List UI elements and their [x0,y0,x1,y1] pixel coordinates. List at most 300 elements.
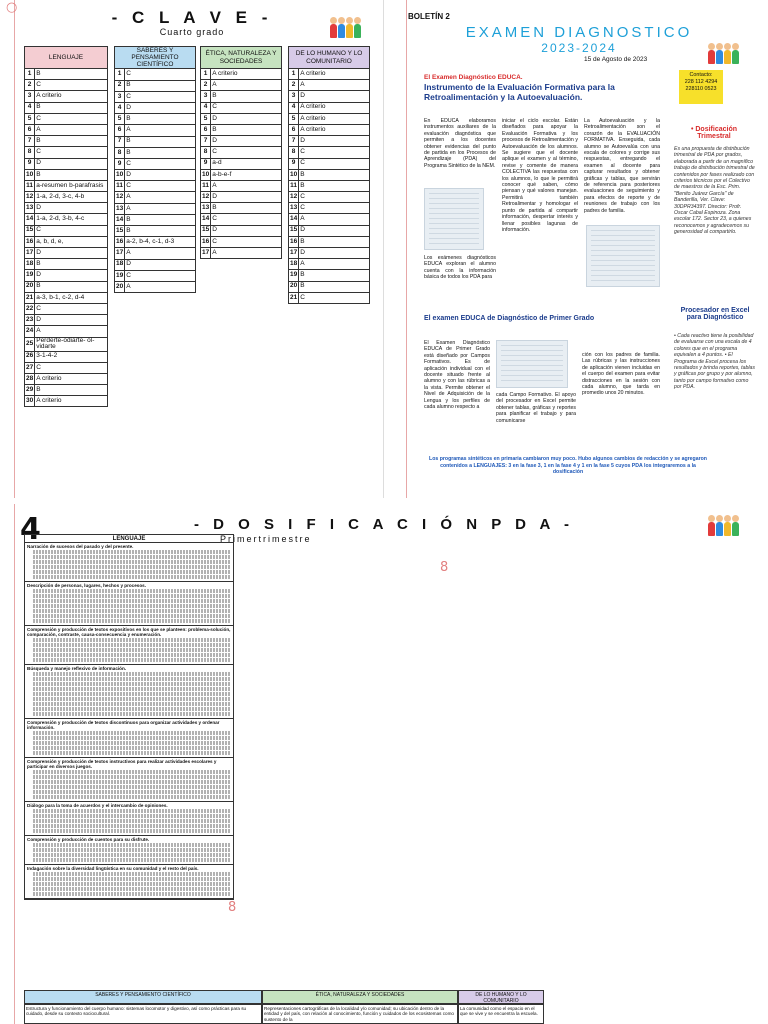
pda-item-checkbox-line [33,848,231,852]
answer-value: A criterio [35,396,108,407]
answer-value: B [35,136,108,147]
answer-value: B [211,203,282,214]
answer-row [289,214,370,225]
pda-item-checkbox-line [33,697,231,701]
question-number: 13 [25,203,35,214]
answer-value: A [35,124,108,135]
pda-section-title: Descripción de personas, lugares, hechos y procesos. [27,583,146,588]
pda-item-checkbox-line [33,589,231,593]
pda-item-checkbox-line [33,731,231,735]
answer-row [201,91,282,102]
answer-row [115,281,196,292]
pda-item-checkbox-line [33,887,231,891]
question-number: 9 [115,158,125,169]
answer-row [25,292,108,303]
dosificacion-page [0,504,768,1024]
pda-section-title: Diálogo para la toma de acuerdos y el intercambio de opiniones. [27,803,168,808]
answer-value: 3-1-4-2 [35,351,108,362]
answer-value: C [299,292,370,303]
answer-row [289,69,370,80]
answer-value: 1-a, 2-d, 3-c, 4-b [35,192,108,203]
question-number: 4 [201,102,211,113]
answer-value: C [125,270,196,281]
answer-value: a-3, b-1, c-2, d-4 [35,292,108,303]
answer-row [115,203,196,214]
pda-item-checkbox-line [33,770,231,774]
question-number: 27 [25,362,35,373]
answer-row [201,248,282,259]
answer-value: A criterio [35,373,108,384]
answer-row [289,147,370,158]
lenguaje-pda-column [24,534,234,900]
answer-row [25,214,108,225]
humano-bottom-header: DE LO HUMANO Y LO COMUNITARIO [458,990,544,1004]
question-number: 21 [25,292,35,303]
answer-value: C [35,147,108,158]
answer-row [201,113,282,124]
pda-item-checkbox-line [33,858,231,862]
question-number: 15 [25,225,35,236]
question-number: 6 [25,124,35,135]
pda-section-title: Indagación sobre la diversidad lingüística en su comunidad y el resto del país. [27,866,199,871]
answer-row [25,147,108,158]
pda-item-checkbox-line [33,785,231,789]
answer-row [25,326,108,337]
answer-row [25,351,108,362]
pda-item-checkbox-line [33,609,231,613]
etica-answer-table [200,46,282,259]
pda-item-checkbox-line [33,780,231,784]
question-number: 10 [25,169,35,180]
answer-row [115,136,196,147]
answer-value: D [35,315,108,326]
pda-section [25,836,233,865]
answer-row [201,225,282,236]
answer-value: B [299,169,370,180]
question-number: 11 [201,180,211,191]
question-number: 10 [115,170,125,181]
question-number: 3 [201,91,211,102]
question-number: 10 [201,169,211,180]
answer-value: C [299,192,370,203]
question-number: 28 [25,373,35,384]
pda-item-checkbox-line [33,872,231,876]
pda-item-checkbox-line [33,790,231,794]
answer-row [25,124,108,135]
main-headline [424,74,674,102]
pda-item-checkbox-line [33,843,231,847]
side-text-procesador: • Cada reactivo tiene la posibilidad de evaluarse con una escala de 4 colores que en el programa equivalen a 4 puntos. • El Programa de Excel procesa los resultados y brinda reportes, tablas y gráficas por grupo y por alumno, tanto por campo formativo como por PDA. [674,333,756,391]
pda-item-checkbox-line [33,882,231,886]
answer-row [289,91,370,102]
answer-value: A [211,80,282,91]
question-number: 9 [201,158,211,169]
question-number: 20 [289,281,299,292]
saberes-answer-table [114,46,196,293]
question-number: 15 [289,225,299,236]
answer-value: C [35,362,108,373]
question-number: 8 [25,147,35,158]
answer-value: D [299,136,370,147]
pda-item-checkbox-line [33,594,231,598]
color-scale-image [586,225,660,287]
question-number: 15 [201,225,211,236]
answer-value: C [125,158,196,169]
question-number: 11 [289,180,299,191]
answer-value: A criterio [299,102,370,113]
bulletin-year: 2023-2024 [541,41,617,55]
answer-row [25,113,108,124]
question-number: 14 [201,214,211,225]
answer-value: B [35,385,108,396]
pda-item-checkbox-line [33,687,231,691]
answer-row [25,80,108,91]
answer-row [25,281,108,292]
answer-row [201,236,282,247]
question-number: 18 [289,259,299,270]
answer-row [115,147,196,158]
question-number: 18 [115,259,125,270]
answer-value: B [35,281,108,292]
answer-row [25,203,108,214]
answer-row [289,292,370,303]
answer-row [25,102,108,113]
question-number: 17 [201,248,211,259]
bulletin-footer-note: Los programas sintéticos en primaria cambiaron muy poco. Hubo algunos cambios de redacción y se agregaron contenidos a LENGUAJES: 3 en la fase 3, 1 en la fase 4 y 1 en la fase 5 cuyos PDA los integraremos a la dosificación [429,456,707,475]
answer-row [25,337,108,351]
pda-item-checkbox-line [33,619,231,623]
saberes-bottom-text: Estructura y funcionamiento del cuerpo humano: sistemas locomotor y digestivo, así como prácticas para su cuidado, desde su contexto sociocultural. [24,1004,262,1024]
pda-item-checkbox-line [33,677,231,681]
article-column-1b: Los exámenes diagnósticos EDUCA exploran el alumno cuenta con la información básica de todos los PDA para [424,255,496,281]
answer-row [25,69,108,80]
children-logo-icon [328,12,364,38]
answer-value: B [299,180,370,191]
answer-key-page [0,0,384,498]
answer-row [201,169,282,180]
answer-row [25,303,108,314]
bulletin-title: EXAMEN DIAGNOSTICO [465,24,693,41]
answer-value: D [125,259,196,270]
article-column-3: La Autoevaluación y la Retroalimentación son el corazón de la EVALUACIÓN FORMATIVA. Enseguida, cada alumno se Autoevalúa con una escala de colores y corrige sus respuestas, entregando el examen al docente para capturar resultados y obtener gráficas y tablas, que servirán de referencia para posteriores evaluaciones de seguimiento y para efectos de reporte y de reuniones de trabajo con los padres de familia. [584,118,660,214]
pda-section-title: Comprensión y producción de cuentos para su disfrute. [27,837,150,842]
pda-item-checkbox-line [33,692,231,696]
question-number: 17 [289,248,299,259]
pda-item-checkbox-line [33,712,231,716]
answer-row [115,237,196,248]
pda-section [25,865,233,899]
answer-row [289,124,370,135]
question-number: 16 [115,237,125,248]
question-number: 13 [115,203,125,214]
answer-row [115,170,196,181]
answer-row [25,362,108,373]
side-title-dosificacion: • Dosificación Trimestral [690,126,738,140]
question-number: 12 [289,192,299,203]
answer-row [289,281,370,292]
question-number: 2 [201,80,211,91]
pda-item-checkbox-line [33,829,231,833]
answer-row [201,180,282,191]
answer-row [25,248,108,259]
pda-item-checkbox-line [33,814,231,818]
answer-value: B [299,270,370,281]
answer-value: Perderte-odiarte- ol-vidarte [35,337,108,351]
humano-answer-table [288,46,370,304]
answer-value: C [125,69,196,80]
pda-item-checkbox-line [33,575,231,579]
question-number: 9 [289,158,299,169]
answer-value: B [211,124,282,135]
answer-row [25,169,108,180]
question-number: 4 [25,102,35,113]
first-grade-exam-image [496,340,568,388]
etica-bottom-header: ÉTICA, NATURALEZA Y SOCIEDADES [262,990,458,1004]
pda-section-title: Comprensión y producción de textos expositivos en los que se planteen: problema-solución, comparación, contraste, causa-consecuencia y enumeración. [27,627,231,637]
answer-value: A [299,214,370,225]
answer-row [25,158,108,169]
answer-value: D [125,102,196,113]
answer-row [289,136,370,147]
question-number: 12 [25,192,35,203]
answer-row [115,158,196,169]
answer-row [115,80,196,91]
answer-row [201,147,282,158]
lenguaje-header: LENGUAJE [25,47,108,69]
answer-value: D [35,203,108,214]
margin-line [14,0,15,498]
question-number: 13 [289,203,299,214]
question-number: 5 [115,114,125,125]
answer-row [115,114,196,125]
pda-item-checkbox-line [33,599,231,603]
answer-value: B [35,69,108,80]
pda-item-checkbox-line [33,819,231,823]
question-number: 11 [25,180,35,191]
question-number: 8 [289,147,299,158]
question-number: 6 [115,125,125,136]
pda-item-checkbox-line [33,604,231,608]
side-title-procesador: Procesador en Excel para Diagnóstico [680,307,750,321]
question-number: 23 [25,315,35,326]
answer-value: B [125,226,196,237]
answer-row [25,373,108,384]
answer-value: B [35,102,108,113]
pda-section [25,719,233,758]
pda-section [25,665,233,719]
answer-value: A [35,326,108,337]
answer-row [289,80,370,91]
pda-item-checkbox-line [33,741,231,745]
answer-value: A criterio [299,113,370,124]
answer-row [25,225,108,236]
answer-row [201,203,282,214]
answer-row [25,259,108,270]
question-number: 29 [25,385,35,396]
answer-value: B [35,259,108,270]
answer-value: A criterio [35,91,108,102]
question-number: 15 [115,226,125,237]
answer-value: B [125,136,196,147]
answer-row [25,270,108,281]
answer-value: D [35,158,108,169]
answer-row [289,158,370,169]
question-number: 7 [289,136,299,147]
question-number: 19 [115,270,125,281]
answer-value: A [125,281,196,292]
answer-row [289,270,370,281]
question-number: 19 [25,270,35,281]
question-number: 3 [25,91,35,102]
question-number: 14 [25,214,35,225]
answer-row [25,385,108,396]
answer-row [289,203,370,214]
answer-value: D [211,225,282,236]
pda-item-checkbox-line [33,643,231,647]
answer-row [289,225,370,236]
answer-value: B [125,114,196,125]
section-2-column-2: cada Campo Formativo. El apoyo del procesador en Excel permite obtener tablas, gráficas y reportes para planificar el trabajo y para comunicarse [496,392,576,424]
question-number: 2 [25,80,35,91]
answer-row [201,80,282,91]
question-number: 12 [115,192,125,203]
pda-item-checkbox-line [33,809,231,813]
answer-value: C [211,102,282,113]
question-number: 4 [289,102,299,113]
question-number: 17 [115,248,125,259]
answer-value: A [211,248,282,259]
question-number: 22 [25,303,35,314]
question-number: 10 [289,169,299,180]
question-number: 1 [115,69,125,80]
answer-row [115,192,196,203]
section-2-title: El examen EDUCA de Diagnóstico de Primer Grado [424,315,595,322]
answer-row [25,396,108,407]
answer-value: B [125,80,196,91]
pda-item-checkbox-line [33,638,231,642]
question-number: 19 [289,270,299,281]
answer-value: D [211,192,282,203]
pda-section [25,582,233,626]
section-2-column-3: ción con los padres de familia. Las rúbricas y las instrucciones de aplicación vienen incluidas en el cuerpo del examen para evitar distracciones en la sesión con cada alumno, que tarda en promedio unos 20 minutos. [582,352,660,397]
pda-item-checkbox-line [33,824,231,828]
answer-value: A [299,259,370,270]
answer-value: D [299,248,370,259]
answer-value: B [299,236,370,247]
answer-row [289,169,370,180]
question-number: 21 [289,292,299,303]
question-number: 1 [289,69,299,80]
pda-section [25,543,233,582]
answer-value: C [211,236,282,247]
children-logo-icon [706,510,742,536]
answer-value: 1-a, 2-d, 3-b, 4-c [35,214,108,225]
pda-item-checkbox-line [33,550,231,554]
answer-row [25,315,108,326]
pda-item-checkbox-line [33,751,231,755]
pda-item-checkbox-line [33,892,231,896]
answer-value: C [35,80,108,91]
question-number: 2 [115,80,125,91]
answer-row [289,236,370,247]
question-number: 7 [25,136,35,147]
saberes-header: SABERES Y PENSAMIENTO CIENTÍFICO [115,47,196,69]
answer-row [201,158,282,169]
exam-photo [424,188,484,250]
answer-row [201,192,282,203]
answer-value: A criterio [299,69,370,80]
dosificacion-subtitle: Primertrimestre [220,534,312,544]
answer-value: a-b-e-f [211,169,282,180]
answer-row [115,125,196,136]
answer-row [289,259,370,270]
question-number: 14 [289,214,299,225]
pda-item-checkbox-line [33,853,231,857]
headline-red: El Examen Diagnóstico EDUCA. [424,74,523,81]
pda-item-checkbox-line [33,648,231,652]
answer-row [25,91,108,102]
margin-line [406,0,407,498]
question-number: 7 [201,136,211,147]
pda-item-checkbox-line [33,736,231,740]
answer-value: a-d [211,158,282,169]
answer-row [25,180,108,191]
answer-value: A [211,180,282,191]
answer-row [115,259,196,270]
question-number: 5 [289,113,299,124]
binder-ring-icon: 8 [440,560,449,575]
question-number: 12 [201,192,211,203]
question-number: 11 [115,181,125,192]
answer-value: A [125,203,196,214]
answer-value: B [211,91,282,102]
answer-value: B [299,281,370,292]
dosificacion-title: - D O S I F I C A C I Ó N P D A - [193,516,574,533]
answer-value: C [211,147,282,158]
answer-row [115,181,196,192]
pda-item-checkbox-line [33,560,231,564]
answer-value: D [35,248,108,259]
question-number: 6 [289,124,299,135]
answer-value: B [125,214,196,225]
page-title: - C L A V E - [111,8,273,27]
answer-row [115,102,196,113]
humano-header: DE LO HUMANO Y LO COMUNITARIO [289,47,370,69]
pda-item-checkbox-line [33,555,231,559]
saberes-bottom-header: SABERES Y PENSAMIENTO CIENTÍFICO [24,990,262,1004]
answer-value: D [35,270,108,281]
answer-row [25,236,108,247]
answer-value: C [35,113,108,124]
pda-section [25,802,233,836]
answer-value: a-2, b-4, c-1, d-3 [125,237,196,248]
pda-section-title: Búsqueda y manejo reflexivo de información. [27,666,127,671]
answer-value: a-resumen b-parafrasis [35,180,108,191]
pda-item-checkbox-line [33,672,231,676]
question-number: 16 [25,236,35,247]
answer-row [289,113,370,124]
pda-item-checkbox-line [33,682,231,686]
question-number: 16 [289,236,299,247]
answer-value: C [299,147,370,158]
question-number: 24 [25,326,35,337]
question-number: 1 [25,69,35,80]
lenguaje-answer-table [24,46,108,407]
answer-row [115,91,196,102]
margin-line [14,504,15,1024]
pda-item-checkbox-line [33,775,231,779]
answer-row [25,192,108,203]
